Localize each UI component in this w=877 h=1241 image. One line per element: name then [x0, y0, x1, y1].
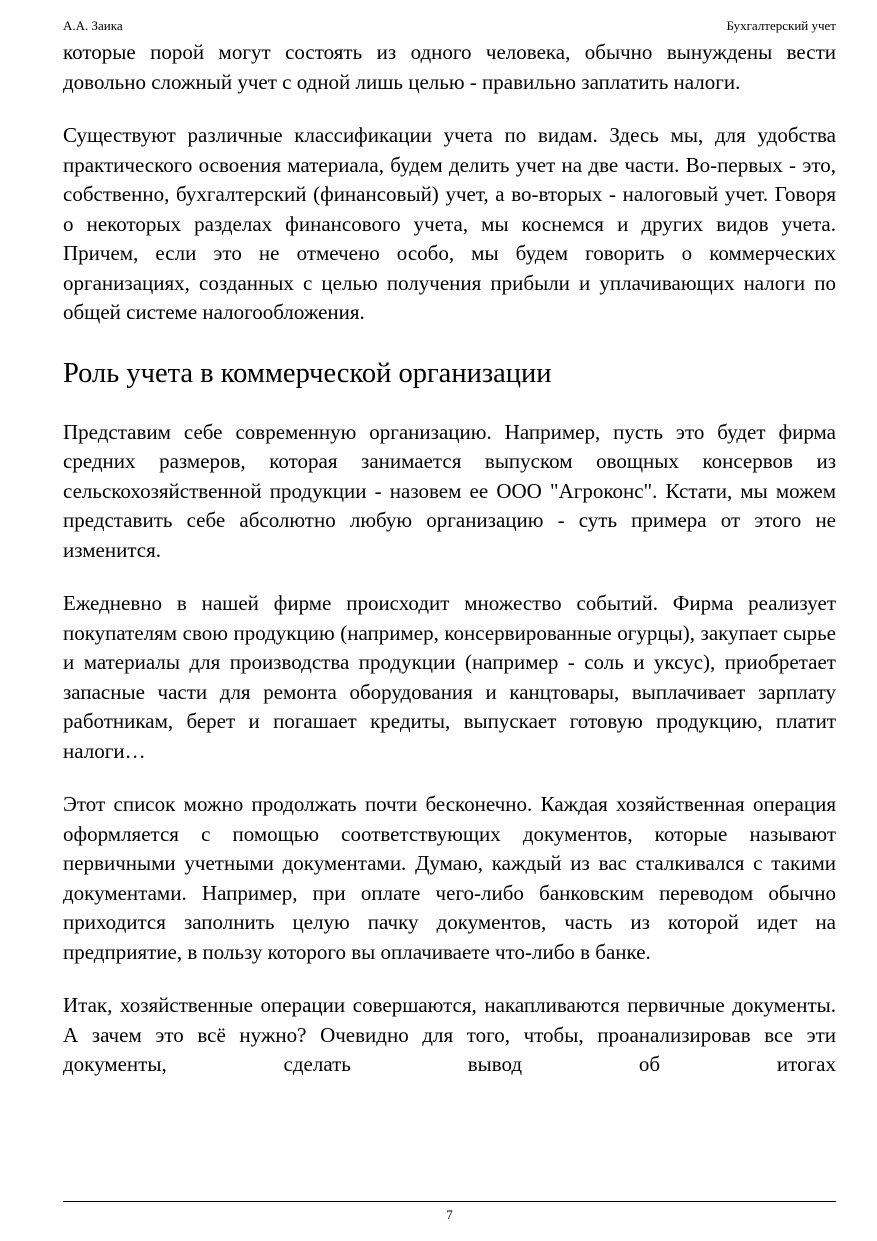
- body-text-area: [63, 38, 836, 1192]
- paragraph: Представим себе современную организацию. Например, пусть это будет фирма средних размеров, которая занимается выпуском овощных консервов из сельскохозяйственной продукции - назовем ее ООО "Агроконс". Кстати, мы можем представить себе абсолютно любую организацию - суть примера от этого не изменится.: [63, 419, 836, 562]
- paragraph: которые порой могут состоять из одного человека, обычно вынуждены вести довольно сложный учет с одной лишь целью - правильно заплатить налоги.: [63, 40, 836, 94]
- footer-divider: [63, 1201, 836, 1202]
- paragraph: Существуют различные классификации учета по видам. Здесь мы, для удобства практического освоения материала, будем делить учет на две части. Во-первых - это, собственно, бухгалтерский (финансовый) учет, а во-вторых - налоговый учет. Говоря о некоторых разделах финансового учета, мы коснемся и других видов учета. Причем, если это не отмечено особо, мы будем говорить о коммерческих организациях, созданных с целью получения прибыли и уплачивающих налоги по общей системе налогообложения.: [63, 123, 836, 324]
- header-book-title: Бухгалтерский учет: [726, 18, 836, 33]
- page-number: 7: [446, 1207, 453, 1222]
- header-author: А.А. Заика: [63, 18, 123, 33]
- body-text: [63, 38, 836, 1080]
- running-header: [63, 17, 836, 35]
- paragraph: Итак, хозяйственные операции совершаются, накапливаются первичные документы. А зачем это всё нужно? Очевидно для того, чтобы, проанализировав все эти документы, сделать вывод об итогах: [63, 993, 836, 1076]
- document-page: [63, 0, 836, 1241]
- paragraph: Этот список можно продолжать почти бесконечно. Каждая хозяйственная операция оформляется с помощью соответствующих документов, которые называют первичными учетными документами. Думаю, каждый из вас сталкивался с такими документами. Например, при оплате чего-либо банковским переводом обычно приходится заполнить целую пачку документов, часть из которой идет на предприятие, в пользу которого вы оплачиваете что-либо в банке.: [63, 792, 836, 964]
- section-heading: Роль учета в коммерческой организации: [63, 357, 552, 389]
- paragraph: Ежедневно в нашей фирме происходит множество событий. Фирма реализует покупателям свою продукцию (например, консервированные огурцы), закупает сырье и материалы для производства продукции (например - соль и уксус), приобретает запасные части для ремонта оборудования и канцтовары, выплачивает зарплату работникам, берет и погашает кредиты, выпускает готовую продукцию, платит налоги…: [63, 591, 836, 763]
